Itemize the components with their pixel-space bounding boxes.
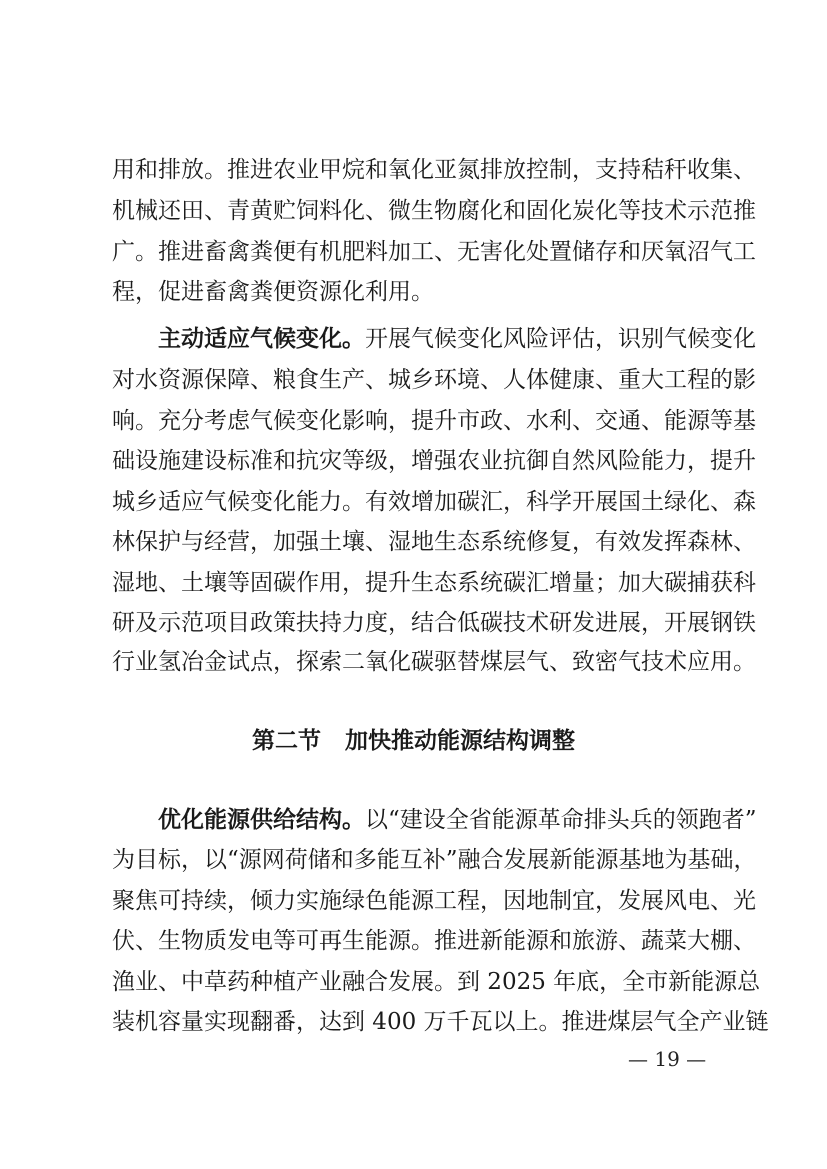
paragraph-line: 程，促进畜禽粪便资源化利用。 <box>112 279 434 305</box>
paragraph-line: 湿地、土壤等固碳作用，提升生态系统碳汇增量；加大碳捕获科 <box>112 570 756 596</box>
paragraph-line: 机械还田、青黄贮饲料化、微生物腐化和固化炭化等技术示范推 <box>112 198 756 224</box>
paragraph-lead: 主动适应气候变化。 <box>158 325 365 352</box>
paragraph-line: 响。充分考虑气候变化影响，提升市政、水利、交通、能源等基 <box>112 408 756 434</box>
paragraph-line: 林保护与经营，加强土壤、湿地生态系统修复，有效发挥森林、 <box>112 529 756 555</box>
paragraph-line: 渔业、中草药种植产业融合发展。到 2025 年底，全市新能源总 <box>112 969 761 995</box>
paragraph-line: 城乡适应气候变化能力。有效增加碳汇，科学开展国土绿化、森 <box>112 489 756 515</box>
paragraph-line: 聚焦可持续，倾力实施绿色能源工程，因地制宜，发展风电、光 <box>112 888 756 914</box>
section-heading <box>0 726 827 756</box>
paragraph-line: 用和排放。推进农业甲烷和氧化亚氮排放控制，支持秸秆收集、 <box>112 157 756 183</box>
paragraph-text: 以“建设全省能源革命排头兵的领跑者” <box>365 807 757 833</box>
paragraph-line: 对水资源保障、粮食生产、城乡环境、人体健康、重大工程的影 <box>112 367 756 393</box>
section-title: 加快推动能源结构调整 <box>345 727 575 754</box>
section-number: 第二节 <box>252 727 321 754</box>
paragraph-line: 广。推进畜禽粪便有机肥料加工、无害化处置储存和厌氧沼气工 <box>112 239 756 265</box>
paragraph-first-line <box>158 805 757 835</box>
paragraph-first-line <box>158 324 756 354</box>
page-number: — 19 — <box>628 1047 707 1071</box>
paragraph-line: 研及示范项目政策扶持力度，结合低碳技术研发进展，开展钢铁 <box>112 610 756 636</box>
paragraph-line: 础设施建设标准和抗灾等级，增强农业抗御自然风险能力，提升 <box>112 448 756 474</box>
paragraph-line: 装机容量实现翻番，达到 400 万千瓦以上。推进煤层气全产业链 <box>112 1009 769 1035</box>
paragraph-line: 伏、生物质发电等可再生能源。推进新能源和旅游、蔬菜大棚、 <box>112 928 756 954</box>
paragraph-line: 行业氢冶金试点，探索二氧化碳驱替煤层气、致密气技术应用。 <box>112 649 756 675</box>
paragraph-lead: 优化能源供给结构。 <box>158 806 365 833</box>
paragraph-text: 开展气候变化风险评估，识别气候变化 <box>365 326 756 352</box>
paragraph-line: 为目标，以“源网荷储和多能互补”融合发展新能源基地为基础， <box>112 847 757 873</box>
